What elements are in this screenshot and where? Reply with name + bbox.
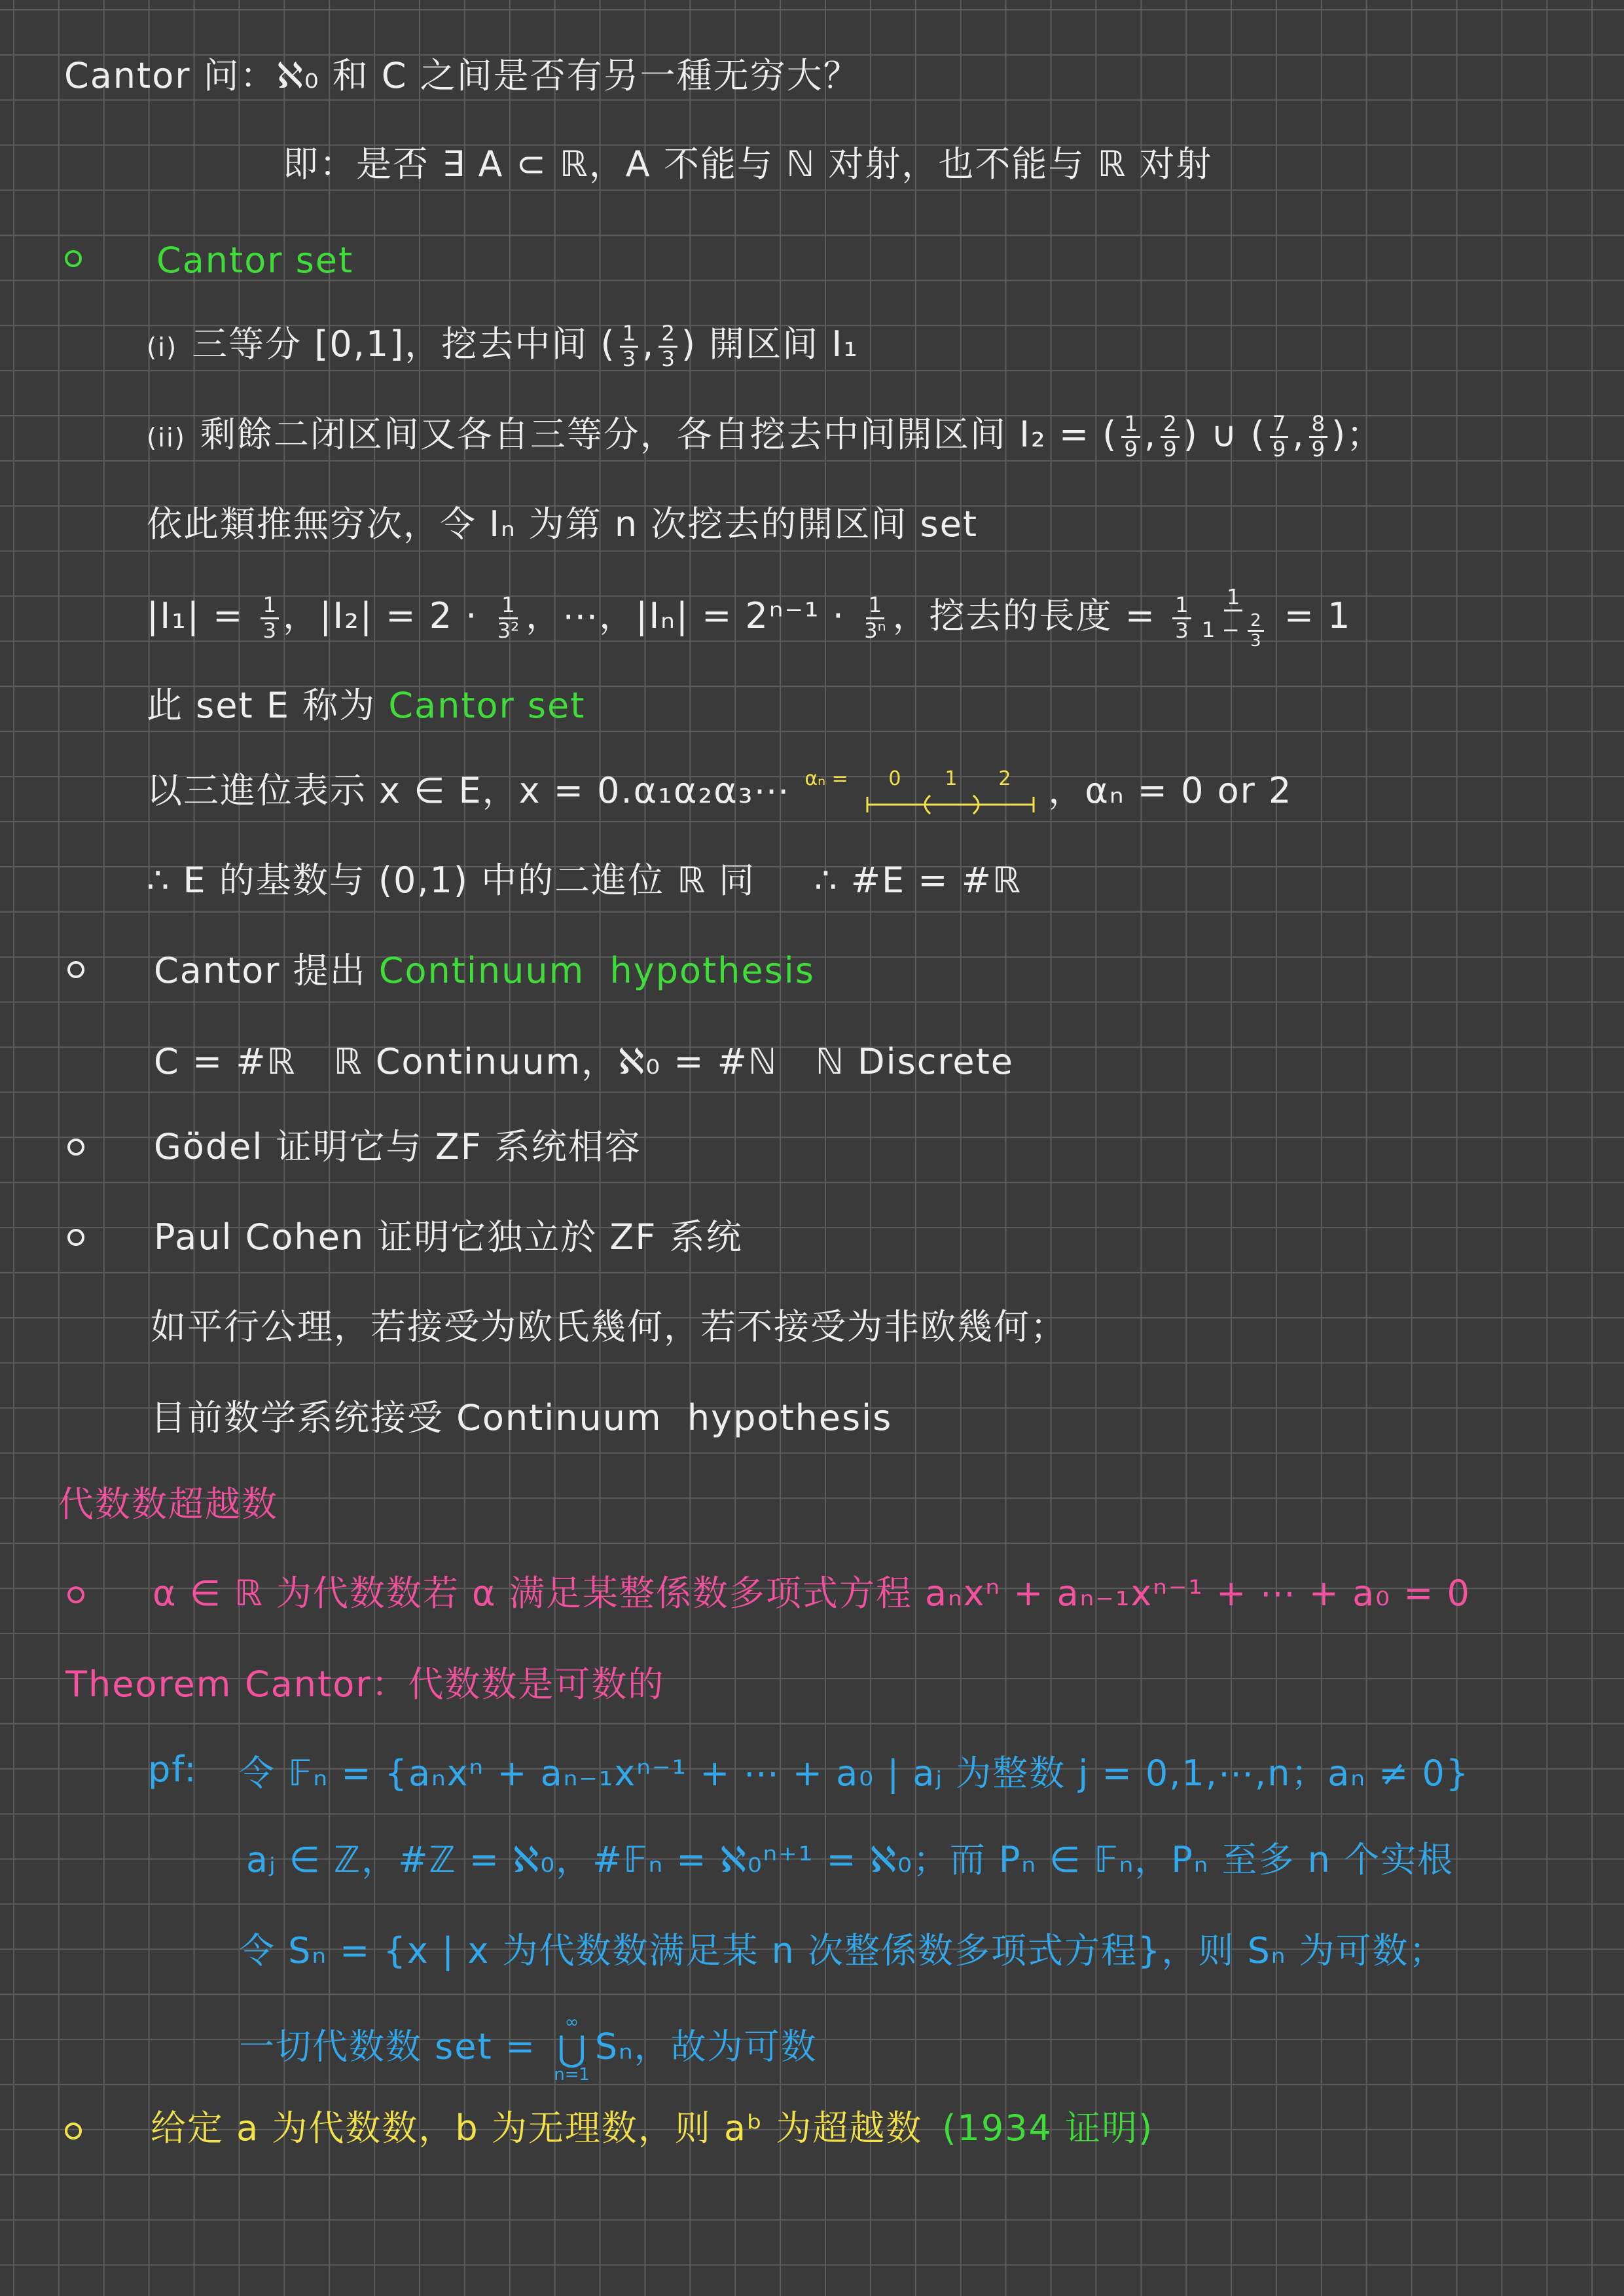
lengths-line bbox=[147, 585, 1352, 651]
analogy-line bbox=[151, 1301, 1067, 1353]
continuum-intro-line bbox=[154, 945, 815, 997]
circle-bullet-icon bbox=[65, 250, 82, 267]
union-upper-limit: ∞ bbox=[564, 2013, 579, 2032]
proof-line-2 bbox=[246, 1834, 1454, 1886]
length-text: |I₁| = bbox=[147, 594, 257, 636]
union-operator bbox=[554, 2014, 590, 2084]
numerator: 1 bbox=[866, 594, 885, 619]
proof-text: Sₙ，故为可数 bbox=[594, 2026, 818, 2068]
algebraic-heading: 代数数超越数 bbox=[58, 1484, 278, 1525]
conclusion-text: ∴ E 的基数与 (0,1) 中的二進位 ℝ 同 bbox=[147, 860, 756, 901]
induction-line: 依此類推無穷次，令 Iₙ 为第 n 次挖去的開区间 set bbox=[147, 503, 979, 545]
proof-text: 一切代数数 set = bbox=[239, 2026, 549, 2068]
step-text: 三等分 [0,1]，挖去中间 ( bbox=[192, 323, 616, 365]
fraction bbox=[659, 322, 677, 371]
denominator: 9 bbox=[1272, 436, 1286, 462]
numerator: 2 bbox=[1248, 611, 1263, 632]
step-label: (i) bbox=[147, 333, 178, 363]
step-text: ) 開区间 I₁ bbox=[681, 323, 859, 365]
cardinality-conclusion-line bbox=[147, 854, 1022, 907]
continuum-hypothesis-term: Continuum hypothesis bbox=[378, 950, 815, 991]
cohen-line bbox=[154, 1211, 743, 1264]
continuum-intro: Cantor 提出 bbox=[154, 950, 379, 991]
denominator bbox=[1199, 611, 1268, 651]
step-text: 剩餘二闭区间又各自三等分，各自挖去中间開区间 I₂ = ( bbox=[200, 414, 1118, 455]
current-status-line bbox=[151, 1392, 892, 1444]
step-ii-line bbox=[147, 409, 1383, 461]
denominator: 3 bbox=[661, 346, 675, 371]
fraction bbox=[1248, 611, 1263, 651]
fraction bbox=[1270, 412, 1289, 461]
step-label: (ii) bbox=[147, 424, 186, 453]
fraction bbox=[1161, 412, 1180, 461]
proof-text: aⱼ ∈ ℤ，#ℤ = ℵ₀，#𝔽ₙ = ℵ₀ⁿ⁺¹ = ℵ₀；而 Pₙ ∈ 𝔽ₙ，Pₙ 至多 n 个实根 bbox=[246, 1839, 1454, 1880]
step-text: )； bbox=[1331, 414, 1384, 455]
proof-text: 令 Sₙ = {x | x 为代数数满足某 n 次整係数多项式方程}，则 Sₙ 为可数； bbox=[239, 1930, 1446, 1971]
proof-line-1 bbox=[148, 1743, 1470, 1796]
circle-bullet-icon bbox=[67, 1229, 84, 1246]
numerator: 1 bbox=[261, 594, 280, 619]
digit-0: 0 bbox=[888, 767, 901, 791]
cantor-set-term: Cantor set bbox=[388, 685, 586, 726]
denominator: 3 bbox=[262, 617, 277, 643]
fraction bbox=[1121, 412, 1140, 461]
gelfond-note: (1934 证明) bbox=[942, 2107, 1154, 2149]
interval-bracket-drawing bbox=[804, 792, 1040, 818]
numerator: 1 bbox=[620, 322, 639, 348]
continuum-definitions bbox=[154, 1036, 1014, 1088]
numerator: 1 bbox=[1172, 594, 1191, 619]
denominator: 9 bbox=[1124, 436, 1138, 462]
separator: , bbox=[1144, 414, 1157, 455]
analogy-text: 如平行公理，若接受为欧氏幾何，若不接受为非欧幾何； bbox=[151, 1306, 1067, 1347]
theorem-line bbox=[65, 1658, 664, 1711]
theorem-statement: Cantor：代数数是可数的 bbox=[245, 1664, 665, 1705]
denominator: 3 bbox=[1250, 631, 1261, 651]
numerator: 7 bbox=[1270, 412, 1289, 438]
ternary-digit-diagram bbox=[804, 767, 1040, 819]
fraction bbox=[261, 594, 280, 642]
circle-bullet-icon bbox=[65, 2123, 82, 2140]
fraction bbox=[620, 322, 639, 371]
proof-text: 令 𝔽ₙ = {aₙxⁿ + aₙ₋₁xⁿ⁻¹ + ⋯ + a₀ | aⱼ 为整数 j = 0,1,⋯,n；aₙ ≠ 0} bbox=[239, 1753, 1470, 1794]
step-i-line bbox=[147, 318, 859, 371]
circle-bullet-icon bbox=[67, 1139, 84, 1156]
numerator: 2 bbox=[659, 322, 677, 348]
definitions-text: C = #ℝ ℝ Continuum，ℵ₀ = #ℕ ℕ Discrete bbox=[154, 1041, 1015, 1082]
denominator: 3² bbox=[497, 617, 520, 643]
union-lower-limit: n=1 bbox=[554, 2064, 590, 2085]
numerator: 1 bbox=[1224, 586, 1243, 611]
union-symbol: ⋃ bbox=[557, 2028, 586, 2069]
numerator: 1 bbox=[1121, 412, 1140, 438]
fraction bbox=[495, 594, 522, 642]
denominator: 3ⁿ bbox=[864, 617, 886, 643]
cohen-text: Paul Cohen 证明它独立於 ZF 系统 bbox=[154, 1216, 743, 1258]
gelfond-line bbox=[151, 2102, 1153, 2155]
length-text: ，挖去的長度 = bbox=[892, 594, 1169, 636]
length-text: ，|I₂| = 2 · bbox=[283, 594, 491, 636]
cantor-question: Cantor 问：ℵ₀ 和 C 之间是否有另一種无穷大？ bbox=[64, 55, 860, 96]
algebraic-definition: α ∈ ℝ 为代数数若 α 满足某整係数多项式方程 aₙxⁿ + aₙ₋₁xⁿ⁻¹ + ⋯ + a₀ = 0 bbox=[153, 1573, 1471, 1614]
numerator: 2 bbox=[1161, 412, 1180, 438]
cantor-set-heading: Cantor set bbox=[156, 240, 354, 281]
denominator: 9 bbox=[1163, 436, 1177, 462]
theorem-label: Theorem bbox=[65, 1664, 232, 1705]
algebraic-definition-line bbox=[153, 1567, 1471, 1620]
fraction bbox=[861, 594, 889, 642]
proof-label: pf: bbox=[148, 1749, 198, 1790]
circle-bullet-icon bbox=[67, 961, 84, 978]
ternary-line bbox=[147, 765, 1292, 817]
godel-line bbox=[154, 1121, 641, 1173]
ternary-text: 以三進位表示 x ∈ E，x = 0.α₁α₂α₃⋯ bbox=[147, 770, 791, 811]
naming-line bbox=[147, 680, 585, 732]
separator: , bbox=[1292, 414, 1305, 455]
proof-line-4 bbox=[239, 2013, 818, 2085]
separator: , bbox=[642, 323, 655, 365]
gelfond-text: 给定 a 为代数数，b 为无理数，则 aᵇ 为超越数 bbox=[151, 2107, 923, 2149]
current-status-text: 目前数学系统接受 Continuum hypothesis bbox=[151, 1397, 893, 1438]
denominator-prefix: 1 − bbox=[1201, 617, 1247, 642]
denominator: 3 bbox=[622, 346, 636, 371]
numerator: 8 bbox=[1309, 412, 1328, 438]
length-text: ，⋯，|Iₙ| = 2ⁿ⁻¹ · bbox=[526, 594, 858, 636]
naming-text: 此 set E 称为 bbox=[147, 685, 389, 726]
denominator: 9 bbox=[1311, 436, 1326, 462]
denominator: 3 bbox=[1175, 617, 1189, 643]
ternary-tail: ，αₙ = 0 or 2 bbox=[1048, 770, 1293, 811]
fraction bbox=[1172, 594, 1191, 642]
question-restatement: 即：是否 ∃ A ⊂ ℝ，A 不能与 ℕ 对射，也不能与 ℝ 对射 bbox=[283, 143, 1213, 185]
conclusion-equation: ∴ #E = #ℝ bbox=[814, 860, 1022, 901]
length-text: = 1 bbox=[1271, 594, 1352, 636]
digit-2: 2 bbox=[998, 767, 1011, 791]
union-text: ) ∪ ( bbox=[1183, 414, 1266, 455]
numerator: 1 bbox=[499, 594, 518, 619]
digit-1: 1 bbox=[945, 767, 958, 791]
godel-text: Gödel 证明它与 ZF 系统相容 bbox=[154, 1126, 641, 1167]
circle-bullet-icon bbox=[67, 1586, 84, 1603]
fraction bbox=[1309, 412, 1328, 461]
digit-label: αₙ = bbox=[804, 767, 848, 791]
fraction bbox=[1199, 586, 1268, 651]
proof-line-3 bbox=[239, 1925, 1446, 1977]
